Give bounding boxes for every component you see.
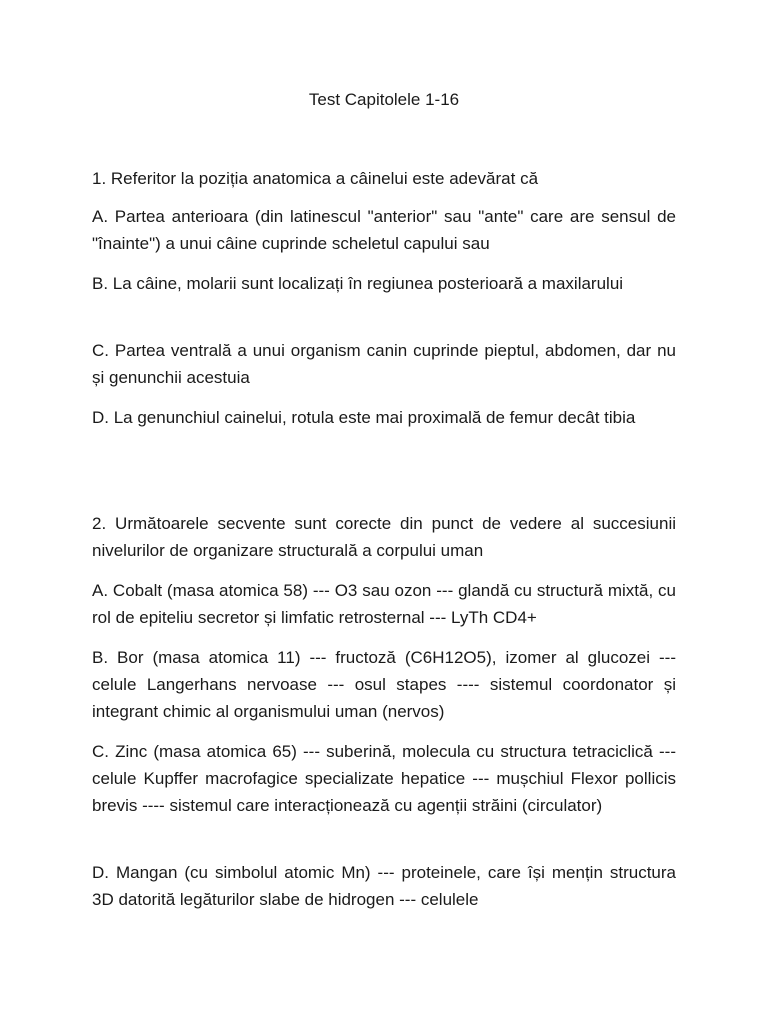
question-2-option-b: B. Bor (masa atomica 11) --- fructoză (C6H12O5), izomer al glucozei --- celule Langerhans nervoase --- osul stapes ---- sistemul coordonator și integrant chimic al organismului uman (nervos) (92, 648, 676, 721)
question-1-stem: 1. Referitor la poziția anatomica a câinelui este adevărat că (92, 169, 539, 188)
question-1-option-b: B. La câine, molarii sunt localizați în regiunea posterioară a maxilarului (92, 274, 624, 293)
question-2-option-d: D. Mangan (cu simbolul atomic Mn) --- proteinele, care își mențin structura 3D datorită legăturilor slabe de hidrogen --- celulele (92, 863, 676, 909)
question-1-option-d: D. La genunchiul cainelui, rotula este mai proximală de femur decât tibia (92, 408, 636, 427)
question-2-option-a: A. Cobalt (masa atomica 58) --- O3 sau ozon --- glandă cu structură mixtă, cu rol de epiteliu secretor și limfatic retrosternal --- LyTh CD4+ (92, 581, 676, 627)
question-1-option-a: A. Partea anterioara (din latinescul "anterior" sau "ante" care are sensul de "înainte") a unui câine cuprinde scheletul capului sau (92, 207, 676, 253)
question-1-option-c: C. Partea ventrală a unui organism canin cuprinde pieptul, abdomen, dar nu și genunchii acestuia (92, 341, 676, 387)
document-title: Test Capitolele 1-16 (308, 90, 460, 109)
question-2-stem: 2. Următoarele secvente sunt corecte din punct de vedere al succesiunii nivelurilor de organizare structurală a corpului uman (92, 514, 676, 560)
question-2-option-c: C. Zinc (masa atomica 65) --- suberină, molecula cu structura tetraciclică --- celule Kupffer macrofagice specializate hepatice --- mușchiul Flexor pollicis brevis ---- sistemul care interacționează cu agenții străini (circulator) (92, 742, 676, 815)
